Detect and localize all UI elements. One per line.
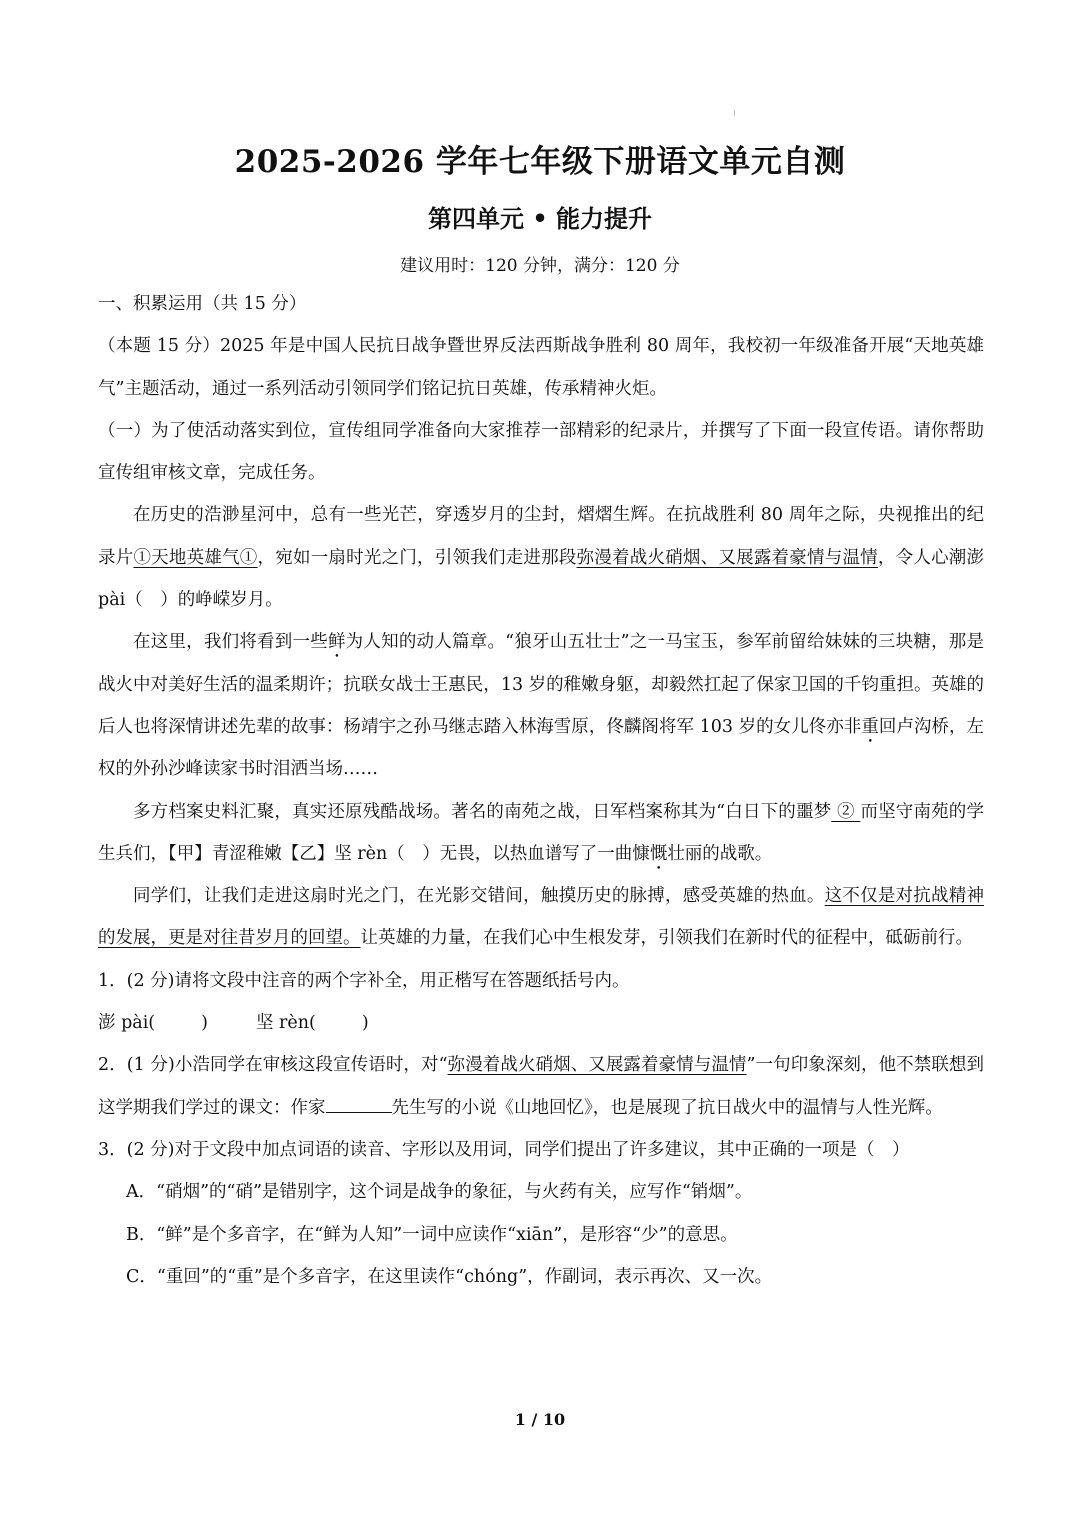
close-paren: ) <box>201 1013 208 1034</box>
option-a[interactable]: A．“硝烟”的“硝”是错别字，这个词是战争的象征，与火药有关，应写作“销烟”。 <box>126 1182 753 1203</box>
passage-text: 在历史的浩渺星河中，总有一些光芒，穿透岁月的尘封，熠熠生辉。在抗战胜利 80 周年之际，央视推出的纪录片 <box>98 505 984 568</box>
page-subtitle: 第四单元 • 能力提升 <box>427 204 653 233</box>
quoted-sentence: 弥漫着战火硝烟、又展露着豪情与温情 <box>447 1055 747 1076</box>
option-b[interactable]: B．“鲜”是个多音字，在“鲜为人知”一词中应读作“xiān”，是形容“少”的意思。 <box>126 1224 738 1245</box>
page-title: 2025-2026 学年七年级下册语文单元自测 <box>234 144 846 180</box>
passage-text: 同学们，让我们走进这扇时光之门，在光影交错间，触摸历史的脉搏，感受英雄的热血。 <box>133 886 825 907</box>
passage-text: 在这里，我们将看到一些 <box>133 632 328 653</box>
option-c[interactable]: C．“重回”的“重”是个多音字，在这里读作“chóng”，作副词，表示再次、又一次。 <box>126 1266 773 1287</box>
section-intro: （本题 15 分）2025 年是中国人民抗日战争暨世界反法西斯战争胜利 80 周年，我校初一年级准备开展“天地英雄气”主题活动，通过一系列活动引领同学们铭记抗日英雄，传承精神火炬。 <box>98 336 984 399</box>
answer-label-pai: 澎 pài( <box>98 1013 156 1034</box>
passage-text: 而坚守南苑的学生兵们，【甲】青涩稚嫩【乙】坚 rèn（ ）无畏，以热血谱写了一曲慷 <box>98 801 984 864</box>
dotted-word-xian: 鲜 <box>327 632 346 653</box>
blank-mark-2: ② <box>831 801 861 822</box>
time-score-info: 建议用时：120 分钟，满分：120 分 <box>400 256 680 276</box>
section-heading: 一、积累运用（共 15 分） <box>98 294 307 314</box>
passage-text: 壮丽的战歌。 <box>667 843 773 864</box>
scan-mark <box>734 110 735 116</box>
author-fill-blank[interactable] <box>326 1094 392 1113</box>
close-paren: ) <box>361 1013 369 1034</box>
question-text: ”一句印象深刻，他不禁联想到这学期我们学过的课文：作家 <box>98 1055 984 1118</box>
passage-paragraph-2 <box>98 621 984 790</box>
passage-text: ，宛如一扇时光之门，引领我们走进那段 <box>257 547 577 568</box>
dotted-word-chong: 重 <box>861 716 879 737</box>
question-text: 先生写的小说《山地回忆》，也是展现了抗日战火中的温情与人性光辉。 <box>391 1097 943 1118</box>
passage-text: 回卢沟桥，左权的外孙沙峰读家书时泪洒当场…… <box>98 716 985 780</box>
question-text: 2．(1 分)小浩同学在审核这段宣传语时，对“ <box>98 1055 448 1076</box>
question-3: 3．(2 分)对于文段中加点词语的读音、字形以及用词，同学们提出了许多建议，其中正确的一项是（ ） <box>98 1139 910 1160</box>
underlined-sentence-2: 这不仅是对抗战精神的发展，更是对往昔岁月的回望。 <box>98 886 984 949</box>
exam-content <box>98 283 984 1298</box>
answer-label-ren: 坚 rèn( <box>255 1013 316 1034</box>
passage-paragraph-4 <box>98 875 984 960</box>
underlined-sentence-1: 弥漫着战火硝烟、又展露着豪情与温情 <box>576 547 878 568</box>
page-number: 1 / 10 <box>514 1410 566 1429</box>
question-2 <box>98 1044 984 1129</box>
part1-intro: （一）为了使活动落实到位，宣传组同学准备向大家推荐一部精彩的纪录片，并撰写了下面一段宣传语。请你帮助宣传组审核文章，完成任务。 <box>98 420 984 484</box>
passage-text: 多方档案史料汇聚，真实还原残酷战场。著名的南苑之战，日军档案称其为“白日下的噩梦 <box>133 801 832 822</box>
question-1: 1．(2 分)请将文段中注音的两个字补全，用正楷写在答题纸括号内。 <box>98 970 630 991</box>
dotted-word-kai: 慨 <box>649 843 668 864</box>
passage-text: 为人知的动人篇章。“狼牙山五壮士”之一马宝玉，参军前留给妹妹的三块糖，那是战火中对美好生活的温柔期许；抗联女战士王惠民，13 岁的稚嫩身躯，却毅然扛起了保家卫国的千钧重担。英雄的后人也将深情讲述先辈的故事：杨靖宇之孙马继志踏入林海雪原，佟麟阁将军 103 岁的女儿佟亦非 <box>98 632 985 737</box>
passage-text: 让英雄的力量，在我们心中生根发芽，引领我们在新时代的征程中，砥砺前行。 <box>360 928 973 949</box>
passage-paragraph-1 <box>98 494 984 621</box>
passage-text: ，令人心潮澎 pài（ ）的峥嵘岁月。 <box>98 547 985 611</box>
question-1-answer-line <box>98 1002 984 1044</box>
blank-mark-1: ①天地英雄气① <box>133 547 258 568</box>
passage-paragraph-3 <box>98 791 984 876</box>
